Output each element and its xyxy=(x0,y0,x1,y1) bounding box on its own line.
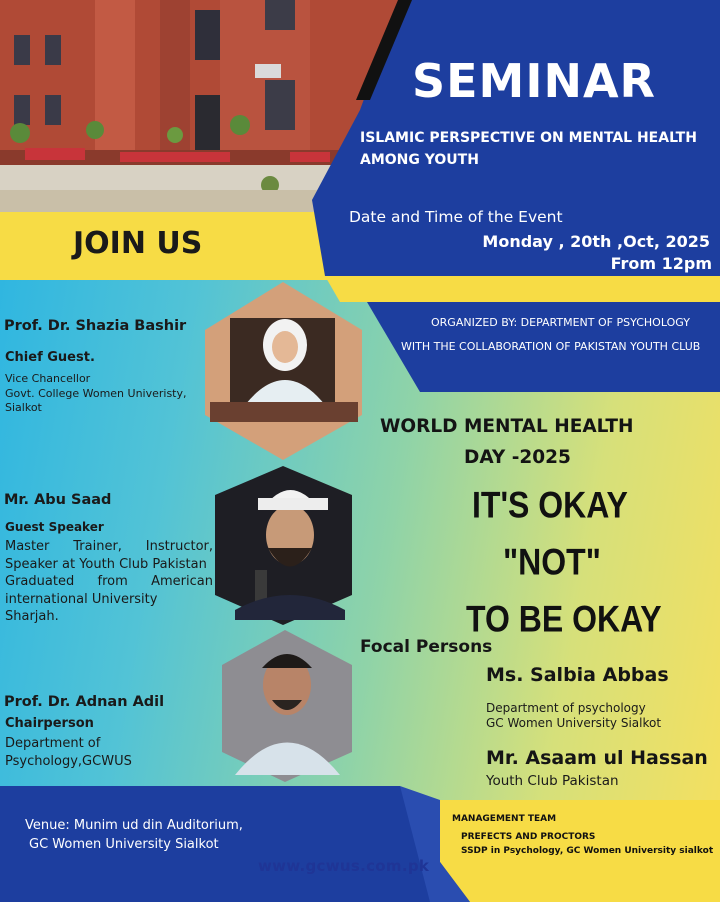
organizer-line-1: ORGANIZED BY: DEPARTMENT OF PSYCHOLOGY xyxy=(431,316,690,329)
world-mental-health-year: DAY -2025 xyxy=(464,447,571,468)
focal-person-1-name: Ms. Salbia Abbas xyxy=(486,664,669,686)
focal-person-2-org: Youth Club Pakistan xyxy=(486,773,619,789)
speaker-3-name: Prof. Dr. Adnan Adil xyxy=(4,694,165,710)
venue-line-2: GC Women University Sialkot xyxy=(29,837,219,852)
speaker-3-desc: Department of Psychology,GCWUS xyxy=(5,736,132,769)
event-time: From 12pm xyxy=(610,254,712,273)
management-team-heading: MANAGEMENT TEAM xyxy=(452,814,557,824)
management-line-2: SSDP in Psychology, GC Women University sialkot xyxy=(461,846,714,856)
seminar-title: SEMINAR xyxy=(412,54,656,108)
slogan-line-2: "NOT" xyxy=(503,541,601,583)
speaker-2-role: Guest Speaker xyxy=(5,520,104,534)
event-datetime-label: Date and Time of the Event xyxy=(349,208,563,226)
speaker-1-name: Prof. Dr. Shazia Bashir xyxy=(4,318,187,334)
speaker-3-role: Chairperson xyxy=(5,716,94,731)
portrait-shazia-bashir xyxy=(205,282,362,460)
speaker-2-desc: Master Trainer, Instructor, Speaker at Youth Club Pakistan Graduated from American international University Sharjah. xyxy=(5,539,213,624)
event-date: Monday , 20th ,Oct, 2025 xyxy=(482,232,710,251)
slogan-line-3: TO BE OKAY xyxy=(466,598,662,640)
speaker-2-name: Mr. Abu Saad xyxy=(4,492,112,508)
portrait-abu-saad xyxy=(215,466,352,625)
organizer-line-2: WITH THE COLLABORATION OF PAKISTAN YOUTH CLUB xyxy=(401,340,701,353)
speaker-1-desc: Vice Chancellor Govt. College Women Univeristy, Sialkot xyxy=(5,372,187,414)
seminar-subtitle: ISLAMIC PERSPECTIVE ON MENTAL HEALTH AMONG YOUTH xyxy=(360,130,697,168)
portrait-adnan-adil xyxy=(222,630,352,782)
world-mental-health-heading: WORLD MENTAL HEALTH xyxy=(380,416,634,437)
join-us-heading: JOIN US xyxy=(73,226,203,261)
website-link[interactable]: www.gcwus.com.pk xyxy=(258,857,430,875)
focal-person-2-name: Mr. Asaam ul Hassan xyxy=(486,747,708,769)
slogan-line-1: IT'S OKAY xyxy=(472,484,628,526)
focal-persons-heading: Focal Persons xyxy=(360,637,493,657)
speaker-1-role: Chief Guest. xyxy=(5,350,95,365)
venue-line-1: Venue: Munim ud din Auditorium, xyxy=(25,818,243,833)
focal-person-1-dept: Department of psychology xyxy=(486,701,646,715)
focal-person-1-org: GC Women University Sialkot xyxy=(486,716,662,730)
management-line-1: PREFECTS AND PROCTORS xyxy=(461,832,596,842)
